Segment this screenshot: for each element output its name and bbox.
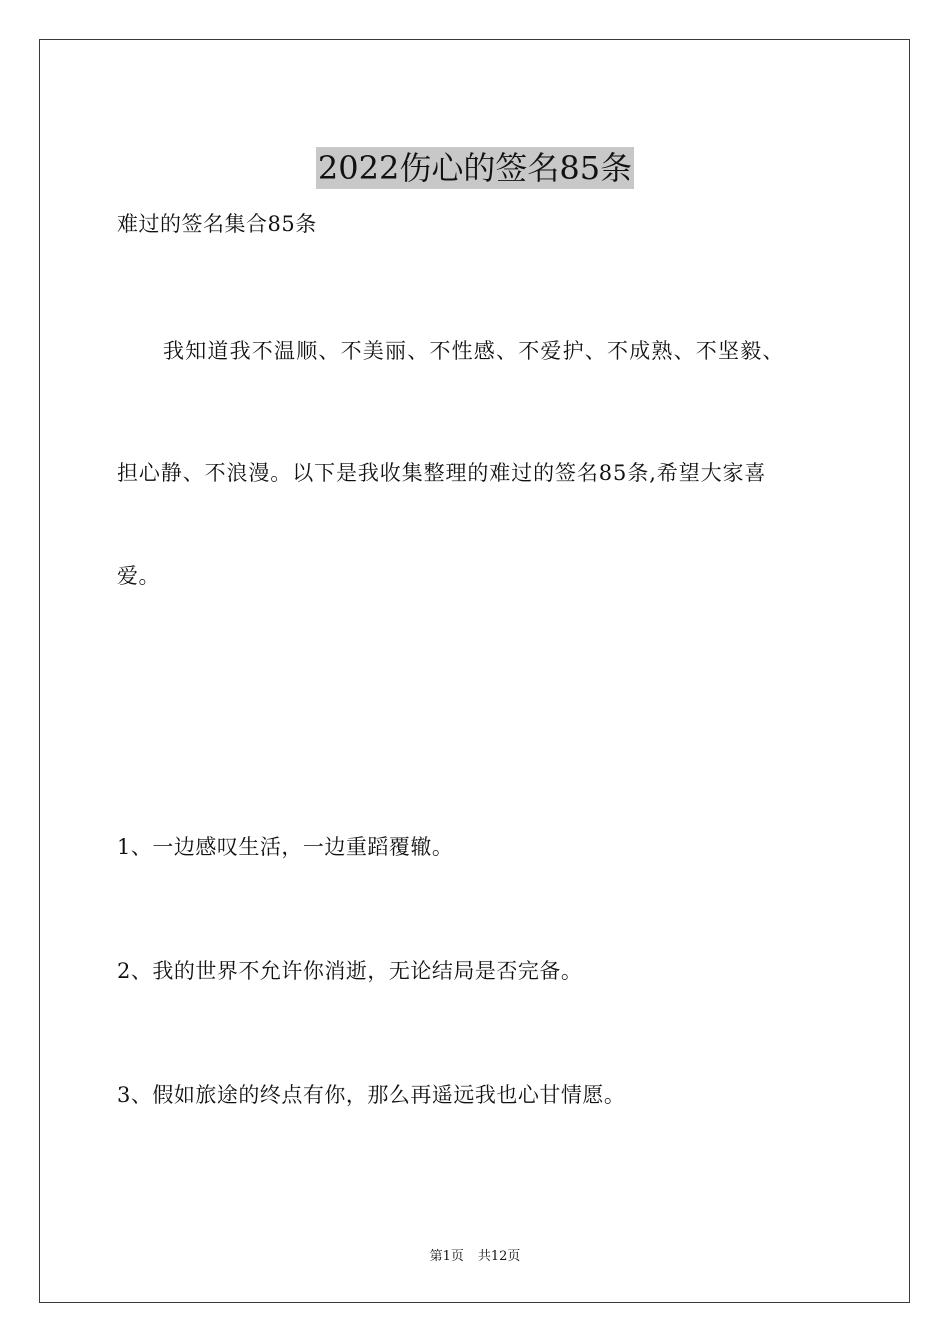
- list-item: 2、我的世界不允许你消逝，无论结局是否完备。: [117, 959, 583, 983]
- intro-line-1: 我知道我不温顺、不美丽、不性感、不爱护、不成熟、不坚毅、: [163, 339, 785, 363]
- list-item: 1、一边感叹生活，一边重蹈覆辙。: [117, 835, 454, 859]
- intro-line-2: 担心静、不浪漫。以下是我收集整理的难过的签名85条,希望大家喜: [117, 461, 767, 485]
- list-item: 3、假如旅途的终点有你，那么再遥远我也心甘情愿。: [117, 1083, 626, 1107]
- document-subtitle: 难过的签名集合85条: [117, 212, 317, 236]
- intro-line-3: 爱。: [117, 564, 160, 588]
- page-footer: [0, 1248, 950, 1266]
- title-container: [0, 126, 950, 211]
- page-number: 第1页: [429, 1249, 464, 1264]
- page-total: 共12页: [477, 1249, 521, 1264]
- document-title: 2022伤心的签名85条: [317, 149, 633, 188]
